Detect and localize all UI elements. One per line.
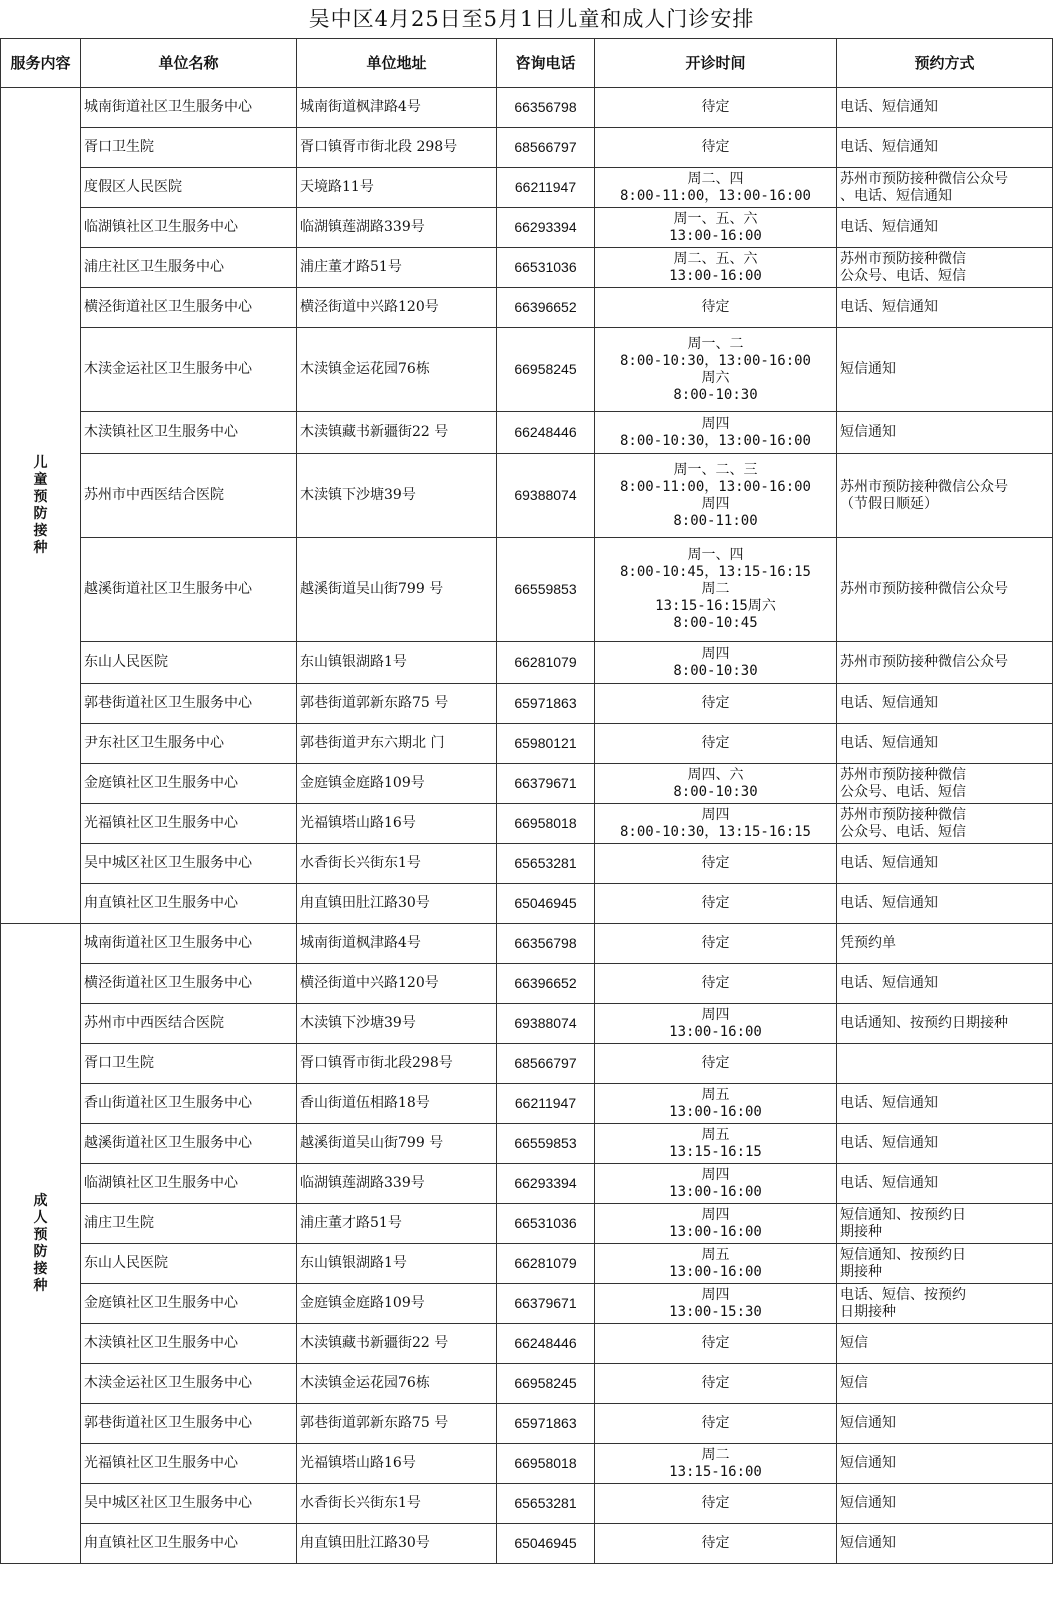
table-row [1,1404,1053,1444]
unit-address: 郭巷街道郭新东路75 号 [297,684,497,724]
booking-method: 凭预约单 [837,924,1053,964]
phone-number: 66531036 [497,1204,595,1244]
unit-address: 香山街道伍相路18号 [297,1084,497,1124]
opening-time: 待定 [595,1524,837,1564]
unit-name: 吴中城区社区卫生服务中心 [81,844,297,884]
booking-method: 电话、短信通知 [837,844,1053,884]
unit-address: 越溪街道吴山街799 号 [297,538,497,642]
table-row [1,1204,1053,1244]
table-row [1,1084,1053,1124]
opening-time: 周五 13:00-16:00 [595,1084,837,1124]
booking-method: 短信通知、按预约日 期接种 [837,1204,1053,1244]
opening-time: 周二、四 8:00-11:00，13:00-16:00 [595,168,837,208]
opening-time: 周一、二、三 8:00-11:00，13:00-16:00 周四 8:00-11:00 [595,454,837,538]
table-row [1,1164,1053,1204]
unit-address: 光福镇塔山路16号 [297,1444,497,1484]
opening-time: 周四 13:00-16:00 [595,1164,837,1204]
phone-number: 66248446 [497,1324,595,1364]
unit-address: 甪直镇田肚江路30号 [297,884,497,924]
unit-name: 尹东社区卫生服务中心 [81,724,297,764]
booking-method: 苏州市预防接种微信 公众号、电话、短信 [837,804,1053,844]
phone-number: 66958018 [497,804,595,844]
opening-time: 待定 [595,288,837,328]
opening-time: 周五 13:15-16:15 [595,1124,837,1164]
header-phone: 咨询电话 [497,39,595,88]
header-unit-name: 单位名称 [81,39,297,88]
phone-number: 66531036 [497,248,595,288]
phone-number: 66379671 [497,764,595,804]
table-row [1,884,1053,924]
booking-method: 电话、短信通知 [837,1164,1053,1204]
service-group-label: 儿童预防接种 [33,454,48,556]
unit-name: 浦庄社区卫生服务中心 [81,248,297,288]
header-unit-address: 单位地址 [297,39,497,88]
booking-method: 电话、短信通知 [837,288,1053,328]
phone-number: 66559853 [497,538,595,642]
unit-name: 临湖镇社区卫生服务中心 [81,1164,297,1204]
booking-method: 短信通知、按预约日 期接种 [837,1244,1053,1284]
unit-address: 浦庄董才路51号 [297,1204,497,1244]
phone-number: 66559853 [497,1124,595,1164]
opening-time: 待定 [595,1324,837,1364]
service-group-label: 成人预防接种 [33,1192,48,1294]
phone-number: 68566797 [497,1044,595,1084]
booking-method: 苏州市预防接种微信 公众号、电话、短信 [837,248,1053,288]
phone-number: 66281079 [497,1244,595,1284]
unit-name: 光福镇社区卫生服务中心 [81,804,297,844]
opening-time: 周四 8:00-10:30 [595,642,837,684]
header-row [1,39,1053,88]
unit-name: 金庭镇社区卫生服务中心 [81,1284,297,1324]
unit-name: 越溪街道社区卫生服务中心 [81,538,297,642]
service-group-cell [1,924,81,1564]
booking-method: 短信通知 [837,1524,1053,1564]
table-row [1,168,1053,208]
opening-time: 周四 8:00-10:30，13:15-16:15 [595,804,837,844]
table-row [1,288,1053,328]
unit-name: 甪直镇社区卫生服务中心 [81,1524,297,1564]
phone-number: 65046945 [497,884,595,924]
opening-time: 待定 [595,1404,837,1444]
table-row [1,1124,1053,1164]
phone-number: 66356798 [497,88,595,128]
booking-method: 电话通知、按预约日期接种 [837,1004,1053,1044]
table-row [1,804,1053,844]
schedule-body [1,88,1053,1564]
phone-number: 65971863 [497,1404,595,1444]
phone-number: 69388074 [497,1004,595,1044]
phone-number: 66396652 [497,288,595,328]
unit-address: 水香街长兴街东1号 [297,844,497,884]
booking-method: 短信通知 [837,1444,1053,1484]
table-row [1,538,1053,642]
table-row [1,1444,1053,1484]
unit-name: 苏州市中西医结合医院 [81,454,297,538]
unit-name: 吴中城区社区卫生服务中心 [81,1484,297,1524]
table-row [1,412,1053,454]
table-row [1,1244,1053,1284]
table-row [1,454,1053,538]
booking-method: 苏州市预防接种微信公众号 （节假日顺延） [837,454,1053,538]
page-title: 吴中区4月25日至5月1日儿童和成人门诊安排 [308,7,755,31]
schedule-table [0,38,1053,1564]
phone-number: 66211947 [497,168,595,208]
table-row [1,1284,1053,1324]
booking-method: 电话、短信通知 [837,128,1053,168]
unit-address: 胥口镇胥市街北段298号 [297,1044,497,1084]
booking-method: 电话、短信通知 [837,684,1053,724]
unit-name: 木渎金运社区卫生服务中心 [81,328,297,412]
phone-number: 66281079 [497,642,595,684]
header-booking-method: 预约方式 [837,39,1053,88]
opening-time: 待定 [595,1364,837,1404]
unit-name: 东山人民医院 [81,642,297,684]
unit-address: 横泾街道中兴路120号 [297,964,497,1004]
unit-address: 木渎镇藏书新疆街22 号 [297,412,497,454]
booking-method: 短信 [837,1364,1053,1404]
opening-time: 待定 [595,844,837,884]
unit-address: 临湖镇莲湖路339号 [297,1164,497,1204]
phone-number: 65980121 [497,724,595,764]
opening-time: 待定 [595,724,837,764]
opening-time: 周四 13:00-15:30 [595,1284,837,1324]
booking-method: 电话、短信通知 [837,724,1053,764]
table-row [1,88,1053,128]
unit-address: 甪直镇田肚江路30号 [297,1524,497,1564]
table-row [1,1324,1053,1364]
unit-address: 郭巷街道尹东六期北 门 [297,724,497,764]
unit-address: 光福镇塔山路16号 [297,804,497,844]
unit-name: 苏州市中西医结合医院 [81,1004,297,1044]
table-row [1,1004,1053,1044]
unit-name: 郭巷街道社区卫生服务中心 [81,1404,297,1444]
opening-time: 待定 [595,684,837,724]
table-row [1,724,1053,764]
opening-time: 待定 [595,128,837,168]
table-row [1,764,1053,804]
phone-number: 65046945 [497,1524,595,1564]
opening-time: 待定 [595,924,837,964]
opening-time: 待定 [595,884,837,924]
booking-method: 短信 [837,1324,1053,1364]
unit-address: 郭巷街道郭新东路75 号 [297,1404,497,1444]
phone-number: 66958245 [497,328,595,412]
table-row [1,128,1053,168]
table-row [1,1484,1053,1524]
unit-name: 光福镇社区卫生服务中心 [81,1444,297,1484]
unit-address: 临湖镇莲湖路339号 [297,208,497,248]
unit-name: 浦庄卫生院 [81,1204,297,1244]
unit-address: 木渎镇金运花园76栋 [297,1364,497,1404]
table-row [1,1044,1053,1084]
opening-time: 周一、五、六 13:00-16:00 [595,208,837,248]
booking-method: 苏州市预防接种微信公众号 、电话、短信通知 [837,168,1053,208]
table-row [1,642,1053,684]
unit-name: 甪直镇社区卫生服务中心 [81,884,297,924]
phone-number: 68566797 [497,128,595,168]
phone-number: 66379671 [497,1284,595,1324]
booking-method: 电话、短信通知 [837,1124,1053,1164]
phone-number: 66293394 [497,1164,595,1204]
unit-name: 东山人民医院 [81,1244,297,1284]
booking-method: 短信通知 [837,1404,1053,1444]
booking-method: 电话、短信通知 [837,1084,1053,1124]
phone-number: 65653281 [497,1484,595,1524]
phone-number: 66293394 [497,208,595,248]
phone-number: 66958245 [497,1364,595,1404]
opening-time: 周二、五、六 13:00-16:00 [595,248,837,288]
unit-address: 天境路11号 [297,168,497,208]
unit-address: 东山镇银湖路1号 [297,642,497,684]
unit-address: 越溪街道吴山街799 号 [297,1124,497,1164]
phone-number: 66958018 [497,1444,595,1484]
opening-time: 周四 13:00-16:00 [595,1004,837,1044]
opening-time: 周四 8:00-10:30，13:00-16:00 [595,412,837,454]
table-row [1,924,1053,964]
table-row [1,1524,1053,1564]
table-row [1,208,1053,248]
unit-name: 度假区人民医院 [81,168,297,208]
unit-address: 城南街道枫津路4号 [297,924,497,964]
booking-method: 电话、短信通知 [837,884,1053,924]
unit-address: 木渎镇金运花园76栋 [297,328,497,412]
phone-number: 66356798 [497,924,595,964]
service-group-cell [1,88,81,924]
opening-time: 待定 [595,964,837,1004]
header-opening-time: 开诊时间 [595,39,837,88]
phone-number: 65971863 [497,684,595,724]
unit-address: 横泾街道中兴路120号 [297,288,497,328]
opening-time: 周二 13:15-16:00 [595,1444,837,1484]
unit-name: 越溪街道社区卫生服务中心 [81,1124,297,1164]
booking-method: 电话、短信通知 [837,208,1053,248]
phone-number: 65653281 [497,844,595,884]
booking-method: 苏州市预防接种微信公众号 [837,642,1053,684]
phone-number: 69388074 [497,454,595,538]
booking-method [837,1044,1053,1084]
table-row [1,684,1053,724]
phone-number: 66211947 [497,1084,595,1124]
unit-name: 木渎镇社区卫生服务中心 [81,1324,297,1364]
booking-method: 电话、短信通知 [837,88,1053,128]
opening-time: 周五 13:00-16:00 [595,1244,837,1284]
table-row [1,328,1053,412]
unit-name: 横泾街道社区卫生服务中心 [81,288,297,328]
unit-name: 城南街道社区卫生服务中心 [81,88,297,128]
opening-time: 周四、六 8:00-10:30 [595,764,837,804]
phone-number: 66396652 [497,964,595,1004]
unit-name: 香山街道社区卫生服务中心 [81,1084,297,1124]
phone-number: 66248446 [497,412,595,454]
table-row [1,964,1053,1004]
unit-address: 木渎镇下沙塘39号 [297,454,497,538]
booking-method: 苏州市预防接种微信 公众号、电话、短信 [837,764,1053,804]
table-row [1,844,1053,884]
booking-method: 电话、短信通知 [837,964,1053,1004]
unit-address: 水香街长兴街东1号 [297,1484,497,1524]
unit-address: 浦庄董才路51号 [297,248,497,288]
unit-name: 金庭镇社区卫生服务中心 [81,764,297,804]
booking-method: 短信通知 [837,328,1053,412]
opening-time: 周一、四 8:00-10:45，13:15-16:15 周二 13:15-16:15周六 8:00-10:45 [595,538,837,642]
booking-method: 电话、短信、按预约 日期接种 [837,1284,1053,1324]
unit-address: 东山镇银湖路1号 [297,1244,497,1284]
unit-address: 金庭镇金庭路109号 [297,764,497,804]
booking-method: 苏州市预防接种微信公众号 [837,538,1053,642]
table-row [1,1364,1053,1404]
opening-time: 待定 [595,1484,837,1524]
unit-name: 胥口卫生院 [81,128,297,168]
unit-name: 木渎金运社区卫生服务中心 [81,1364,297,1404]
unit-name: 城南街道社区卫生服务中心 [81,924,297,964]
opening-time: 待定 [595,88,837,128]
booking-method: 短信通知 [837,412,1053,454]
unit-name: 胥口卫生院 [81,1044,297,1084]
table-row [1,248,1053,288]
unit-address: 城南街道枫津路4号 [297,88,497,128]
unit-address: 胥口镇胥市街北段 298号 [297,128,497,168]
unit-name: 横泾街道社区卫生服务中心 [81,964,297,1004]
header-service: 服务内容 [1,39,81,88]
opening-time: 待定 [595,1044,837,1084]
unit-name: 郭巷街道社区卫生服务中心 [81,684,297,724]
unit-address: 木渎镇藏书新疆街22 号 [297,1324,497,1364]
booking-method: 短信通知 [837,1484,1053,1524]
unit-address: 金庭镇金庭路109号 [297,1284,497,1324]
unit-address: 木渎镇下沙塘39号 [297,1004,497,1044]
unit-name: 临湖镇社区卫生服务中心 [81,208,297,248]
opening-time: 周四 13:00-16:00 [595,1204,837,1244]
opening-time: 周一、二 8:00-10:30，13:00-16:00 周六 8:00-10:30 [595,328,837,412]
unit-name: 木渎镇社区卫生服务中心 [81,412,297,454]
